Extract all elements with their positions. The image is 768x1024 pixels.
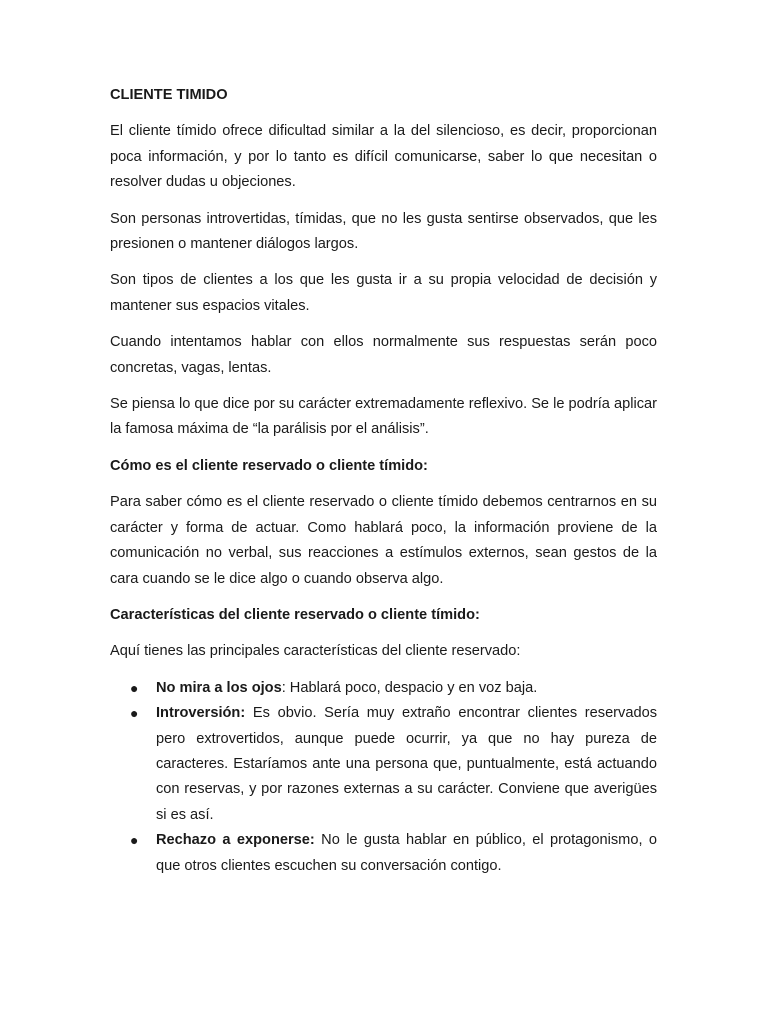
- section-heading-como-es: Cómo es el cliente reservado o cliente tímido:: [110, 457, 428, 474]
- bullet-term: Introversión:: [156, 705, 246, 722]
- document-title: CLIENTE TIMIDO: [110, 87, 228, 103]
- section-intro-caracteristicas: Aquí tienes las principales características del cliente reservado:: [110, 643, 521, 660]
- intro-paragraph-5: Se piensa lo que dice por su carácter extremadamente reflexivo. Se le podría aplicar la famosa máxima de “la parálisis por el análisis”.: [110, 396, 657, 438]
- bullet-text: : Hablará poco, despacio y en voz baja.: [281, 679, 538, 696]
- intro-paragraph-4: Cuando intentamos hablar con ellos normalmente sus respuestas serán poco concretas, vagas, lentas.: [110, 334, 657, 376]
- section-heading-caracteristicas: Características del cliente reservado o cliente tímido:: [110, 606, 480, 623]
- bullet-icon: ●: [130, 679, 139, 696]
- bullet-term: Rechazo a exponerse:: [156, 832, 315, 849]
- list-item: [110, 701, 657, 828]
- intro-paragraph-2: Son personas introvertidas, tímidas, que no les gusta sentirse observados, que les presionen o mantener diálogos largos.: [110, 210, 657, 253]
- bullet-term: No mira a los ojos: [156, 679, 282, 696]
- characteristics-list: [110, 676, 657, 879]
- bullet-text: Es obvio. Sería muy extraño encontrar clientes reservados pero extrovertidos, aunque puede ocurrir, ya que no hay pureza de caracteres. Estaríamos ante una persona que, puntualmente, está actuando con reservas, y por razones externas a su carácter. Conviene que averigües si es así.: [156, 705, 657, 823]
- intro-paragraph-1: El cliente tímido ofrece dificultad similar a la del silencioso, es decir, proporcionan poca información, y por lo tanto es difícil comunicarse, saber lo que necesitan o resolver dudas u objeciones.: [110, 123, 657, 191]
- bullet-text: No le gusta hablar en público, el protagonismo, o que otros clientes escuchen su conversación contigo.: [156, 832, 657, 874]
- intro-paragraph-3: Son tipos de clientes a los que les gusta ir a su propia velocidad de decisión y mantener sus espacios vitales.: [110, 272, 657, 314]
- bullet-icon: ●: [130, 832, 139, 849]
- list-item: [110, 676, 657, 701]
- list-item: [110, 828, 657, 879]
- section-paragraph-como-es: Para saber cómo es el cliente reservado o cliente tímido debemos centrarnos en su carácter y forma de actuar. Como hablará poco, la información proviene de la comunicación no verbal, sus reacciones a estímulos externos, sean gestos de la cara cuando se le dice algo o cuando observa algo.: [110, 494, 657, 587]
- bullet-icon: ●: [130, 705, 139, 722]
